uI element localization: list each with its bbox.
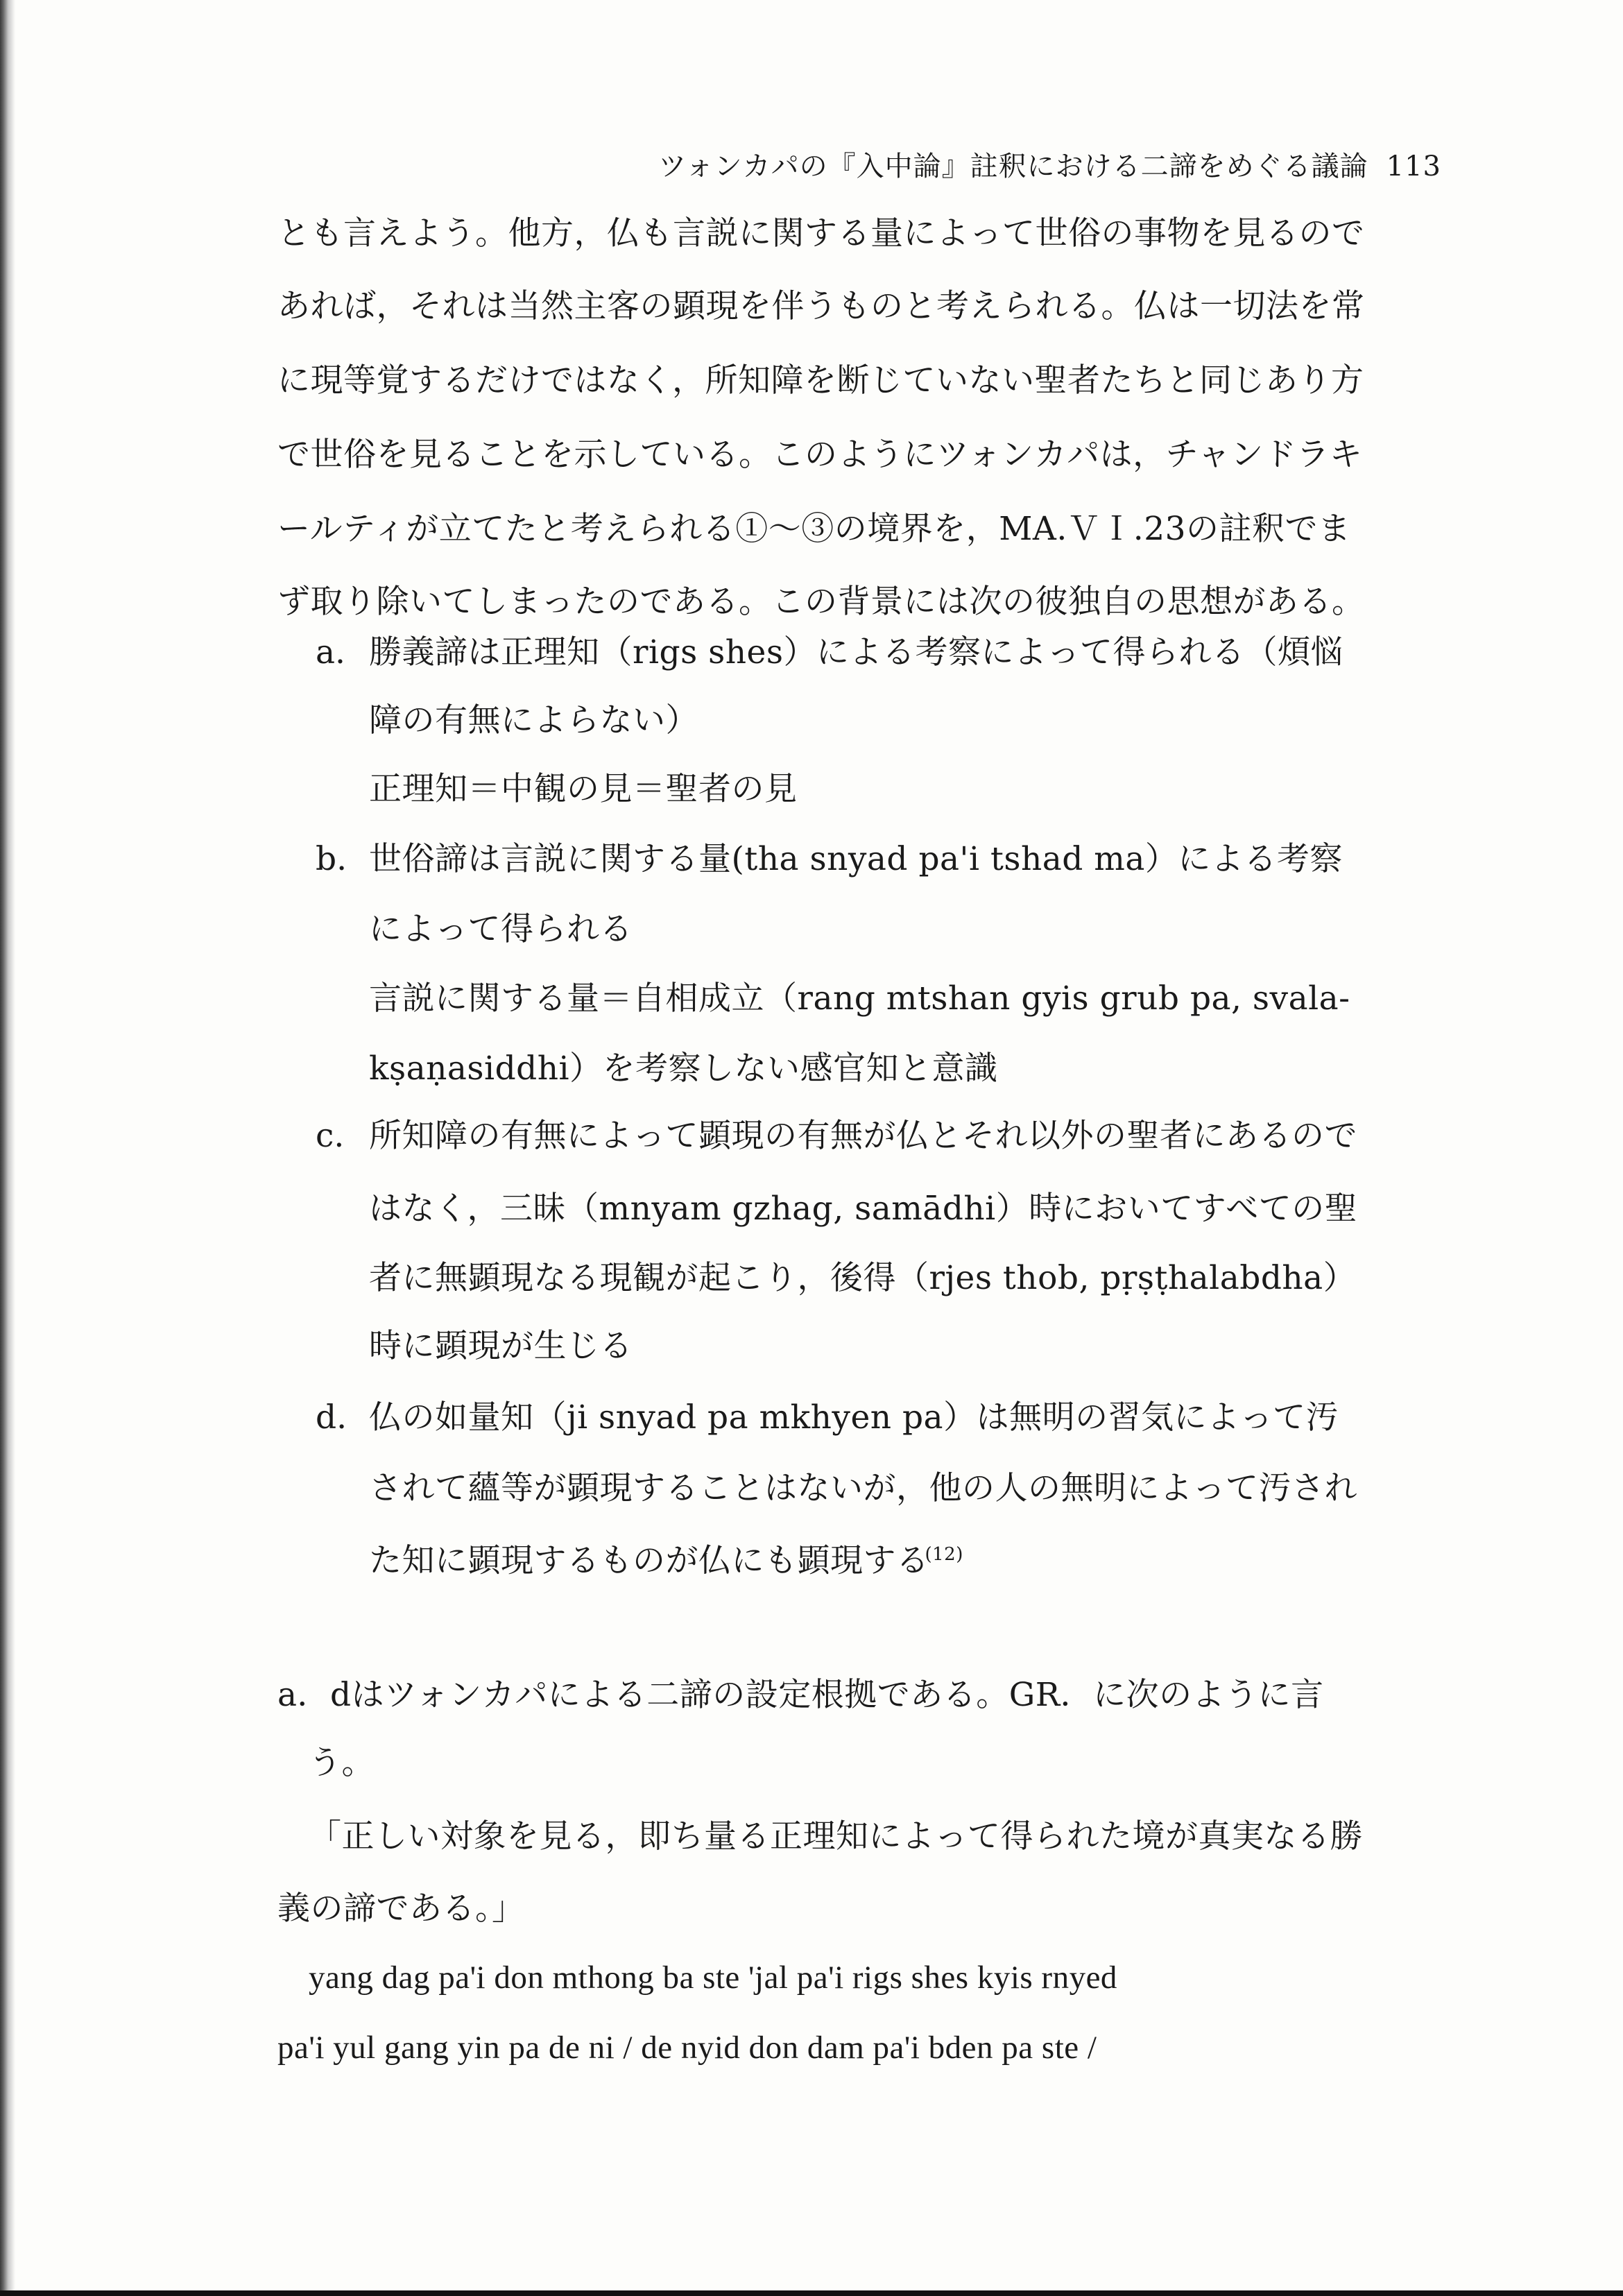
list-item-text: た知に顕現するものが仏にも顕現する bbox=[369, 1541, 929, 1580]
bottom-edge-rule bbox=[0, 2290, 1623, 2296]
body-line: に現等覚するだけではなく，所知障を断じていない聖者たちと同じあり方 bbox=[277, 361, 1364, 400]
tibetan-line: yang dag pa'i don mthong ba ste 'jal pa'i rigs shes kyis rnyed bbox=[309, 1960, 1117, 1996]
list-item-line: 所知障の有無によって顕現の有無が仏とそれ以外の聖者にあるので bbox=[369, 1117, 1357, 1155]
list-item-line bbox=[369, 1539, 963, 1580]
body-line: a．dはツォンカパによる二諦の設定根拠である。GR．に次のように言 bbox=[277, 1676, 1324, 1714]
body-line: ールティが立てたと考えられる①～③の境界を，MA.ＶＩ.23の註釈でま bbox=[277, 510, 1351, 548]
body-line: あれば，それは当然主客の顕現を伴うものと考えられる。仏は一切法を常 bbox=[277, 287, 1365, 325]
tibetan-line: pa'i yul gang yin pa de ni / de nyid don dam pa'i bden pa ste / bbox=[277, 2030, 1097, 2066]
page-number: 113 bbox=[1386, 151, 1441, 182]
list-item-line: はなく，三昧（mnyam gzhag, samādhi）時においてすべての聖 bbox=[369, 1190, 1358, 1228]
quote-line: 「正しい対象を見る，即ち量る正理知によって得られた境が真実なる勝 bbox=[309, 1817, 1363, 1856]
header-title: ツォンカパの『入中論』註釈における二諦をめぐる議論 bbox=[658, 151, 1368, 182]
list-label: d. bbox=[316, 1398, 347, 1437]
list-item-line: kṣaṇasiddhi）を考察しない感官知と意識 bbox=[369, 1050, 998, 1088]
list-item-line: によって得られる bbox=[369, 910, 633, 948]
quote-line: 義の諦である。」 bbox=[277, 1890, 525, 1928]
body-line: で世俗を見ることを示している。このようにツォンカパは，チャンドラキ bbox=[277, 436, 1363, 474]
list-item-line: 世俗諦は言説に関する量(tha snyad pa'i tshad ma）による考察 bbox=[369, 840, 1343, 878]
list-item-line: 正理知＝中観の見＝聖者の見 bbox=[369, 770, 798, 808]
body-line: ず取り除いてしまったのである。この背景には次の彼独自の思想がある。 bbox=[277, 583, 1365, 621]
list-item-line: されて蘊等が顕現することはないが，他の人の無明によって汚され bbox=[369, 1469, 1357, 1507]
list-item-line: 時に顕現が生じる bbox=[369, 1327, 633, 1365]
list-label: c. bbox=[316, 1117, 345, 1155]
list-item-line: 者に無顕現なる現観が起こり，後得（rjes thob, pṛṣṭhalabdha） bbox=[369, 1259, 1357, 1297]
list-item-line: 仏の如量知（ji snyad pa mkhyen pa）は無明の習気によって汚 bbox=[369, 1398, 1339, 1437]
body-line: とも言えよう。他方，仏も言説に関する量によって世俗の事物を見るので bbox=[277, 214, 1365, 252]
list-label: a. bbox=[316, 633, 345, 671]
footnote-marker: (12) bbox=[925, 1544, 963, 1565]
running-header bbox=[658, 144, 1441, 184]
list-label: b. bbox=[316, 840, 347, 878]
body-line: う。 bbox=[309, 1744, 375, 1782]
scan-left-edge bbox=[0, 0, 15, 2296]
list-item-line: 障の有無によらない） bbox=[369, 701, 698, 739]
list-item-line: 勝義諦は正理知（rigs shes）による考察によって得られる（煩悩 bbox=[369, 633, 1343, 671]
list-item-line: 言説に関する量＝自相成立（rang mtshan gyis grub pa, svala- bbox=[369, 979, 1350, 1018]
